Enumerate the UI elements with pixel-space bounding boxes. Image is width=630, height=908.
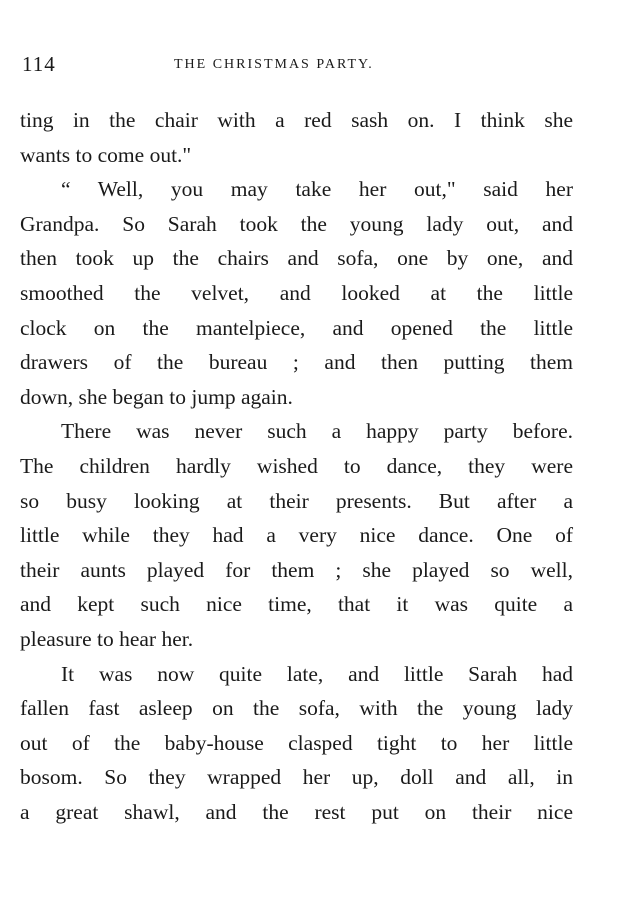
text-line: pleasure to hear her. bbox=[20, 626, 194, 651]
text-line: out of the baby-house clasped tight to her little bbox=[20, 730, 573, 755]
text-line: wants to come out." bbox=[20, 142, 192, 167]
text-line: fallen fast asleep on the sofa, with the young lady bbox=[20, 696, 573, 721]
text-line: Grandpa. So Sarah took the young lady out, and bbox=[20, 211, 573, 236]
text-line: “ Well, you may take her out," said her bbox=[61, 177, 573, 202]
text-line: bosom. So they wrapped her up, doll and all, in bbox=[20, 765, 573, 790]
page-number: 114 bbox=[22, 52, 56, 76]
text-line: a great shawl, and the rest put on their nice bbox=[20, 799, 573, 824]
running-title: THE CHRISTMAS PARTY. bbox=[174, 57, 374, 72]
text-line: then took up the chairs and sofa, one by one, and bbox=[20, 246, 573, 271]
text-line: ting in the chair with a red sash on. I think she bbox=[20, 108, 573, 132]
text-line: clock on the mantelpiece, and opened the little bbox=[20, 315, 573, 340]
text-line: their aunts played for them ; she played so well, bbox=[20, 557, 573, 582]
text-line: The children hardly wished to dance, they were bbox=[20, 453, 573, 478]
text-line: so busy looking at their presents. But after a bbox=[20, 488, 573, 513]
text-line: There was never such a happy party before. bbox=[61, 419, 573, 444]
text-line: smoothed the velvet, and looked at the little bbox=[20, 280, 573, 305]
text-line: drawers of the bureau ; and then putting them bbox=[20, 350, 573, 375]
body-text bbox=[20, 103, 573, 829]
text-line: It was now quite late, and little Sarah had bbox=[61, 661, 573, 686]
text-line: and kept such nice time, that it was quite a bbox=[20, 592, 573, 617]
text-line: little while they had a very nice dance. One of bbox=[20, 523, 573, 548]
page-header bbox=[22, 52, 578, 82]
text-line: down, she began to jump again. bbox=[20, 384, 293, 409]
